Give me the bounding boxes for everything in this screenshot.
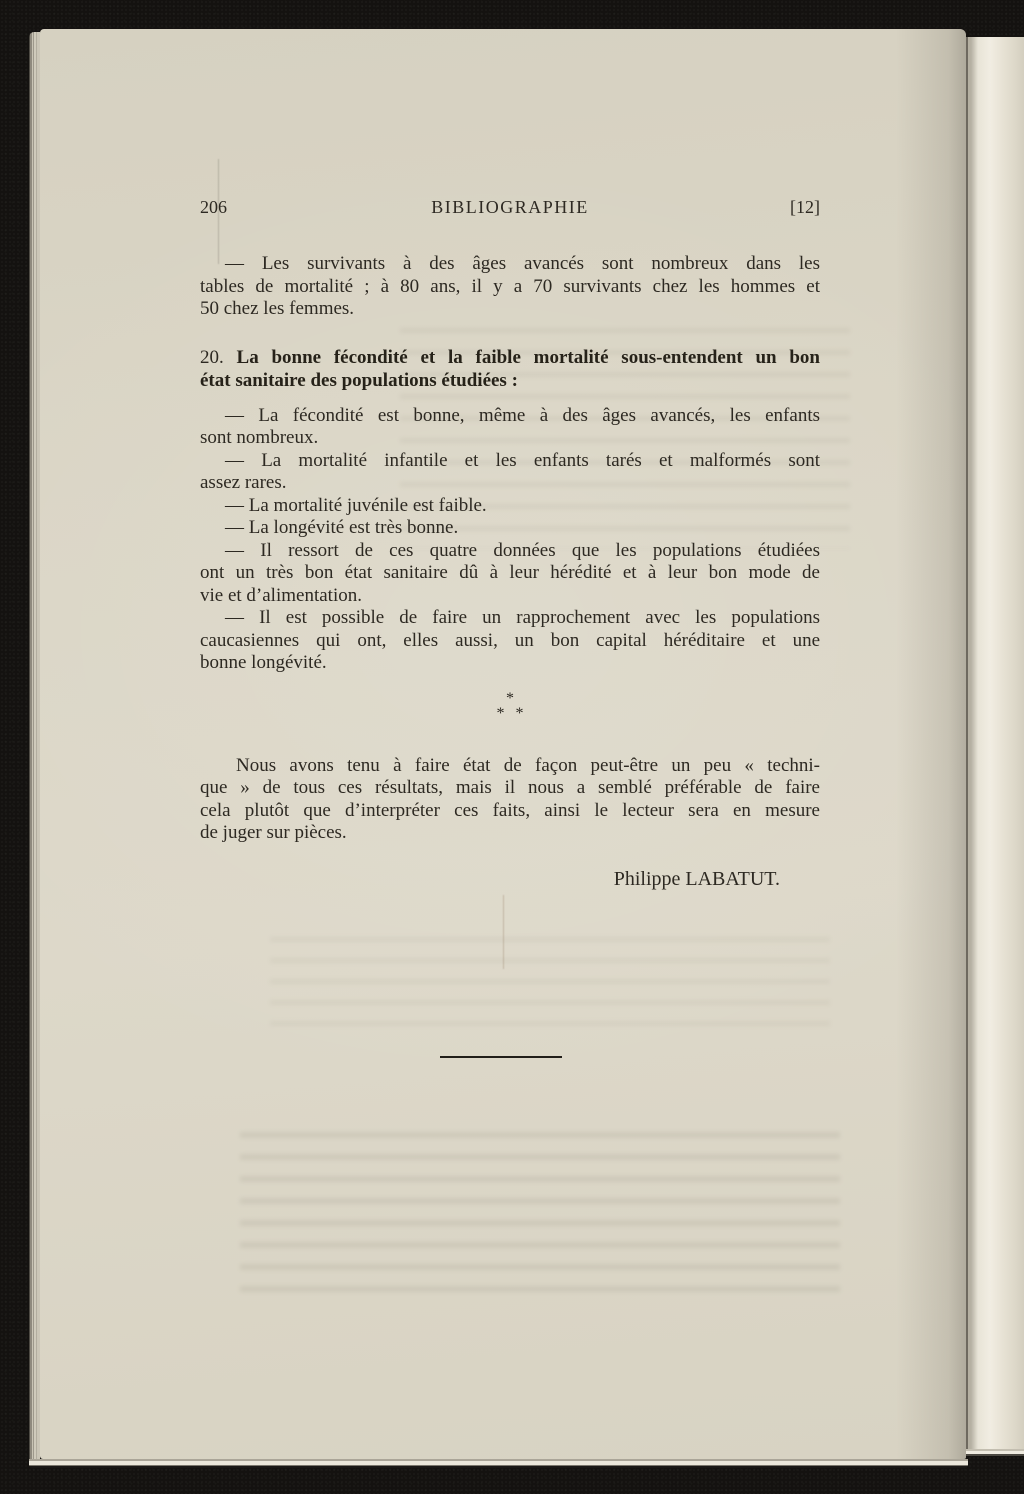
text-line: cela plutôt que d’interpréter ces faits, ainsi le lecteur sera en mesure	[200, 799, 820, 821]
heading-line: état sanitaire des populations étudiées :	[200, 369, 518, 391]
asterisk-top: *	[506, 689, 514, 707]
text-line: que » de tous ces résultats, mais il nous a semblé préférable de faire	[200, 777, 820, 798]
text-line: 50 chez les femmes.	[200, 298, 355, 319]
text-line: — La mortalité infantile et les enfants tarés et malformés sont	[225, 449, 820, 471]
text-line: bonne longévité.	[200, 652, 327, 673]
text-line: — Il est possible de faire un rapprochement avec les populations	[225, 607, 820, 628]
text-block	[200, 196, 820, 1058]
section-20-heading	[200, 346, 820, 392]
text-line: — La mortalité juvénile est faible.	[225, 494, 487, 516]
text-line: caucasiennes qui ont, elles aussi, un bon capital héréditaire et une	[200, 629, 820, 651]
intro-paragraph	[200, 253, 820, 321]
asterisk-bottom: * *	[496, 704, 524, 722]
heading-text: La bonne fécondité et la faible mortalité sous-entendent un bon	[236, 346, 820, 368]
verso-show-through	[240, 1124, 840, 1304]
text-line: de juger sur pièces.	[200, 822, 347, 843]
asterisk-separator	[200, 691, 820, 721]
running-title: BIBLIOGRAPHIE	[431, 197, 589, 217]
text-line: vie et d’alimentation.	[200, 584, 362, 606]
text-line: ont un très bon état sanitaire dû à leur hérédité et à leur bon mode de	[200, 562, 820, 583]
book-page	[40, 29, 966, 1459]
heading-line	[200, 346, 820, 369]
page-header	[200, 196, 820, 218]
text-line: — Il ressort de ces quatre données que les populations étudiées	[225, 539, 820, 561]
text-line: — Les survivants à des âges avancés sont nombreux dans les	[225, 253, 820, 274]
text-line: Nous avons tenu à faire état de façon peut-être un peu « techni-	[236, 754, 820, 776]
reference-number: [12]	[790, 197, 820, 217]
text-line: sont nombreux.	[200, 427, 319, 448]
page-number: 206	[200, 197, 227, 217]
text-line: — La longévité est très bonne.	[225, 517, 459, 538]
bullet-list	[200, 405, 820, 675]
closing-paragraph	[200, 755, 820, 845]
gutter-shadow	[896, 29, 966, 1459]
text-line: — La fécondité est bonne, même à des âges avancés, les enfants	[225, 404, 820, 426]
adjacent-page-edge	[966, 37, 1024, 1449]
author-signature: Philippe LABATUT.	[613, 867, 780, 890]
section-number: 20.	[200, 346, 224, 368]
end-divider-rule	[440, 1056, 562, 1058]
text-line: assez rares.	[200, 472, 287, 493]
text-line: tables de mortalité ; à 80 ans, il y a 70 survivants chez les hommes et	[200, 275, 820, 297]
